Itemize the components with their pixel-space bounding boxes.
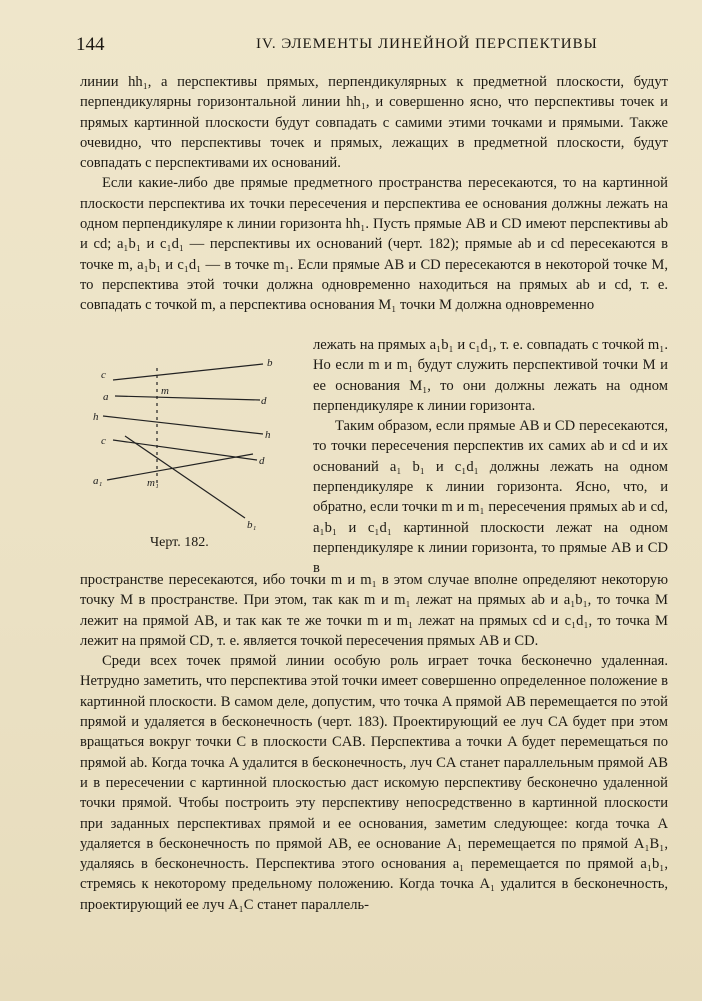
label-m1: m₁ [147, 477, 159, 489]
label-d: d [261, 395, 267, 407]
paragraph: линии hh₁, а перспективы прямых, перпендикулярных к предметной плоскости, будут перпендикулярны горизонтальной линии hh₁, и совершенно ясно, что перспективы точек и прямых картинной плоскости будут совпадать с самими этими точками и прямыми. Также очевидно, что перспективы точек и прямых, лежащих в предметной плоскости, будут совпадать с перспективами их оснований. [80, 74, 668, 172]
line-cb [113, 364, 263, 380]
text-block-top [80, 72, 668, 316]
paragraph: лежать на прямых a₁b₁ и c₁d₁, т. е. совпадать с точкой m₁. Но если m и m₁ будут служить перспективой точки M и ее основания M₁, то они должны лежать на одном перпендикуляре к линии горизонта. [313, 337, 668, 414]
text-block-bottom [80, 570, 668, 915]
label-a: a [103, 391, 109, 403]
paragraph: Среди всех точек прямой линии особую роль играет точка бесконечно удаленная. Нетрудно заметить, что перспектива этой точки имеет совершенно определенное положение в картинной плоскости. В самом деле, допустим, что точка A прямой AB перемещается по этой прямой и удаляется в бесконечность (черт. 183). Проектирующий ее луч CA будет при этом вращаться вокруг точки C в плоскости CAB. Перспектива a точки A будет перемещаться по прямой ab. Когда точка A удалится в бесконечность, луч CA станет параллельным прямой AB и в пересечении с картинной плоскостью даст искомую перспективу бесконечно удаленной точки прямой. Чтобы построить эту перспективу непосредственно в картинной плоскости при заданных перспективах прямой и ее основания, заметим следующее: когда точка A удаляется в бесконечность по прямой AB, ее основание A₁ перемещается по прямой A₁B₁, удаляясь в бесконечность. Перспектива этого основания a₁ перемещается по прямой a₁b₁, стремясь к некоторому предельному положению. Когда точка A₁ удалится в бесконечность, проектирующий ее луч A₁C станет параллель- [80, 653, 668, 913]
horizon-line [103, 416, 263, 434]
label-h1: h [265, 429, 271, 441]
paragraph: Если какие-либо две прямые предметного пространства пересекаются, то на картинной плоскости перспектива их точки пересечения и перспектива ее основания должны лежать на одном перпендикуляре к линии горизонта hh₁. Пусть прямые AB и CD имеют перспективы ab и cd; a₁b₁ и c₁d₁ — перспективы их оснований (черт. 182); прямые ab и cd пересекаются в точке m, a₁b₁ и c₁d₁ — в точке m₁. Если прямые AB и CD пересекаются в некоторой точке M, то перспектива этой точки должна одновременно находиться на прямых ab и cd, т. е. совпадать с точкой m, а перспектива основания M₁ точки M должна одновременно [80, 175, 668, 314]
running-title: IV. ЭЛЕМЕНТЫ ЛИНЕЙНОЙ ПЕРСПЕКТИВЫ [256, 36, 598, 52]
label-h: h [93, 411, 99, 423]
label-b1: b₁ [247, 519, 257, 531]
paragraph: пространстве пересекаются, ибо точки m и m₁ в этом случае вполне определяют некоторую точку M в пространстве. При этом, так как m и m₁ лежат на прямых ab и a₁b₁, то точка M лежит на прямой AB, и так как те же точки m и m₁ лежат на прямых cd и c₁d₁, то точка M лежит на прямой CD, т. е. является точкой пересечения прямых AB и CD. [80, 572, 668, 649]
page-number: 144 [76, 34, 105, 55]
line-a1b1 [107, 454, 253, 480]
figure-182 [85, 358, 285, 533]
label-m: m [161, 385, 169, 397]
line-d1 [125, 436, 245, 518]
label-d1: d [259, 455, 265, 467]
line-ad [115, 396, 260, 400]
figure-caption: Черт. 182. [150, 535, 209, 550]
label-a1: a₁ [93, 475, 103, 487]
text-block-wrap [313, 335, 668, 579]
label-b: b [267, 358, 273, 369]
label-c1: c [101, 435, 106, 447]
figure-182-drawing [85, 358, 285, 533]
page-header [76, 34, 676, 58]
paragraph: Таким образом, если прямые AB и CD пересекаются, то точки пересечения перспектив их самих ab и cd и их оснований a₁ b₁ и c₁d₁ должны лежать на одном перпендикуляре к линии горизонта. Ясно, что, и обратно, если точки m и m₁ пересечения прямых ab и cd, a₁b₁ и c₁d₁ картинной плоскости лежат на одном перпендикуляре к линии горизонта, то прямые AB и CD в [313, 418, 668, 577]
label-c: c [101, 369, 106, 381]
